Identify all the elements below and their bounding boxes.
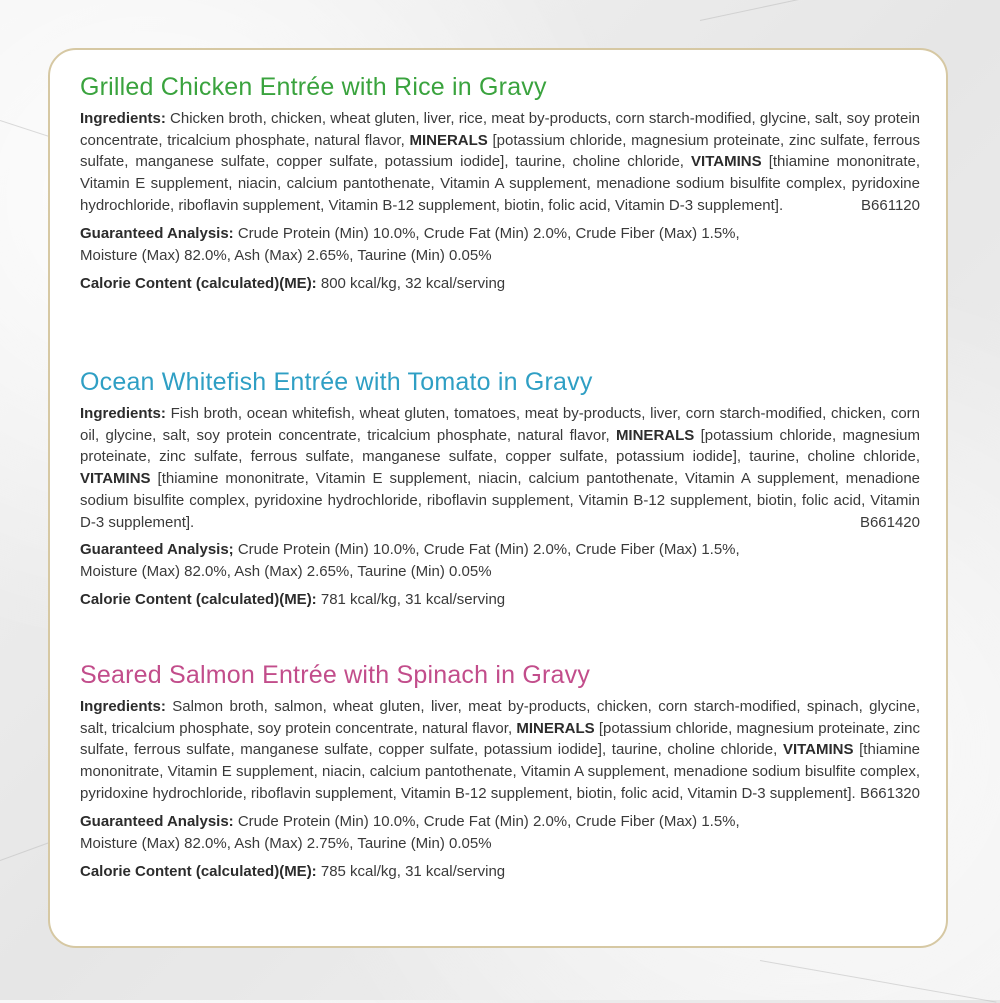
vitamins-label: VITAMINS <box>691 153 762 171</box>
section-ocean-whitefish <box>80 367 920 611</box>
product-code: B661320 <box>859 784 920 802</box>
ingredients-part: [thiamine mononitrate, Vitamin E supplement, niacin, calcium pantothenate, Vitamin A supplement, menadione sodium bisulfite complex, pyridoxine hydrochloride, riboflavin supplement, Vitamin B-12 supplement, biotin, folic acid, Vitamin D-3 supplement]. <box>80 741 921 802</box>
calorie-value: 781 kcal/kg, 31 kcal/serving <box>320 591 506 609</box>
section-title: Grilled Chicken Entrée with Rice in Gravy <box>80 73 547 101</box>
ingredients-label: Ingredients: <box>80 698 166 715</box>
section-grilled-chicken <box>80 72 920 295</box>
analysis-line: Moisture (Max) 82.0%, Ash (Max) 2.65%, Taurine (Min) 0.05% <box>80 563 492 581</box>
guaranteed-analysis <box>80 539 920 583</box>
vitamins-label: VITAMINS <box>80 470 151 488</box>
calorie-content <box>80 589 920 611</box>
analysis-line: Crude Protein (Min) 10.0%, Crude Fat (Min) 2.0%, Crude Fiber (Max) 1.5%, <box>237 541 740 559</box>
section-title: Ocean Whitefish Entrée with Tomato in Gravy <box>80 368 593 396</box>
guaranteed-analysis <box>80 223 920 267</box>
calorie-content-label: Calorie Content (calculated)(ME): <box>80 274 317 292</box>
ingredients-part: Fish broth, ocean whitefish, wheat gluten, tomatoes, meat by-products, liver, corn starch-modified, chicken, corn oil, glycine, salt, soy protein concentrate, tricalcium phosphate, natural flavor, <box>80 405 920 444</box>
marble-vein <box>760 960 997 1003</box>
guaranteed-analysis-label: Guaranteed Analysis: <box>80 812 234 830</box>
ingredients-part: [thiamine mononitrate, Vitamin E supplement, niacin, calcium pantothenate, Vitamin A supplement, menadione sodium bisulfite complex, pyridoxine hydrochloride, riboflavin supplement, Vitamin B-12 supplement, biotin, folic acid, Vitamin D-3 supplement]. <box>80 153 920 214</box>
calorie-content-label: Calorie Content (calculated)(ME): <box>80 862 317 880</box>
calorie-content-label: Calorie Content (calculated)(ME): <box>80 591 317 609</box>
ingredients-part: Salmon broth, salmon, wheat gluten, liver, meat by-products, chicken, corn starch-modified, spinach, glycine, salt, tricalcium phosphate, soy protein concentrate, natural flavor, <box>80 698 920 737</box>
ingredients-label: Ingredients: <box>80 110 166 127</box>
analysis-line: Moisture (Max) 82.0%, Ash (Max) 2.65%, Taurine (Min) 0.05% <box>80 246 492 264</box>
ingredients-text <box>80 696 920 805</box>
ingredients-label: Ingredients: <box>80 405 166 422</box>
product-code: B661120 <box>861 196 920 214</box>
analysis-line: Crude Protein (Min) 10.0%, Crude Fat (Min) 2.0%, Crude Fiber (Max) 1.5%, <box>237 224 740 242</box>
ingredients-part: [potassium chloride, magnesium proteinate, zinc sulfate, ferrous sulfate, manganese sulfate, copper sulfate, potassium iodide], taurine, choline chloride, <box>80 719 920 759</box>
ingredients-part: Chicken broth, chicken, wheat gluten, liver, rice, meat by-products, corn starch-modified, glycine, salt, soy protein concentrate, tricalcium phosphate, natural flavor, <box>80 110 920 149</box>
calorie-content <box>80 861 920 883</box>
section-title: Seared Salmon Entrée with Spinach in Gravy <box>80 661 591 689</box>
ingredients-part: [potassium chloride, magnesium proteinate, zinc sulfate, ferrous sulfate, manganese sulfate, copper sulfate, potassium iodide], taurine, choline chloride, <box>80 131 921 171</box>
minerals-label: MINERALS <box>516 719 595 737</box>
calorie-value: 800 kcal/kg, 32 kcal/serving <box>320 274 506 292</box>
guaranteed-analysis-label: Guaranteed Analysis: <box>80 224 234 242</box>
product-code: B661420 <box>859 513 920 531</box>
ingredients-part: [thiamine mononitrate, Vitamin E supplement, niacin, calcium pantothenate, Vitamin A supplement, menadione sodium bisulfite complex, pyridoxine hydrochloride, riboflavin supplement, Vitamin B-12 supplement, biotin, folic acid, Vitamin D-3 supplement]. <box>80 470 920 531</box>
vitamins-label: VITAMINS <box>782 741 854 759</box>
analysis-line: Crude Protein (Min) 10.0%, Crude Fat (Min) 2.0%, Crude Fiber (Max) 1.5%, <box>237 812 740 830</box>
calorie-value: 785 kcal/kg, 31 kcal/serving <box>320 862 506 880</box>
ingredients-part: [potassium chloride, magnesium proteinate, zinc sulfate, ferrous sulfate, manganese sulfate, copper sulfate, potassium iodide], taurine, choline chloride, <box>80 426 921 466</box>
guaranteed-analysis-label: Guaranteed Analysis; <box>80 541 234 559</box>
minerals-label: MINERALS <box>409 131 488 149</box>
analysis-line: Moisture (Max) 82.0%, Ash (Max) 2.75%, Taurine (Min) 0.05% <box>80 834 492 852</box>
section-seared-salmon <box>80 660 920 883</box>
minerals-label: MINERALS <box>615 426 695 444</box>
guaranteed-analysis <box>80 811 920 855</box>
marble-vein <box>700 0 994 21</box>
calorie-content <box>80 273 920 295</box>
